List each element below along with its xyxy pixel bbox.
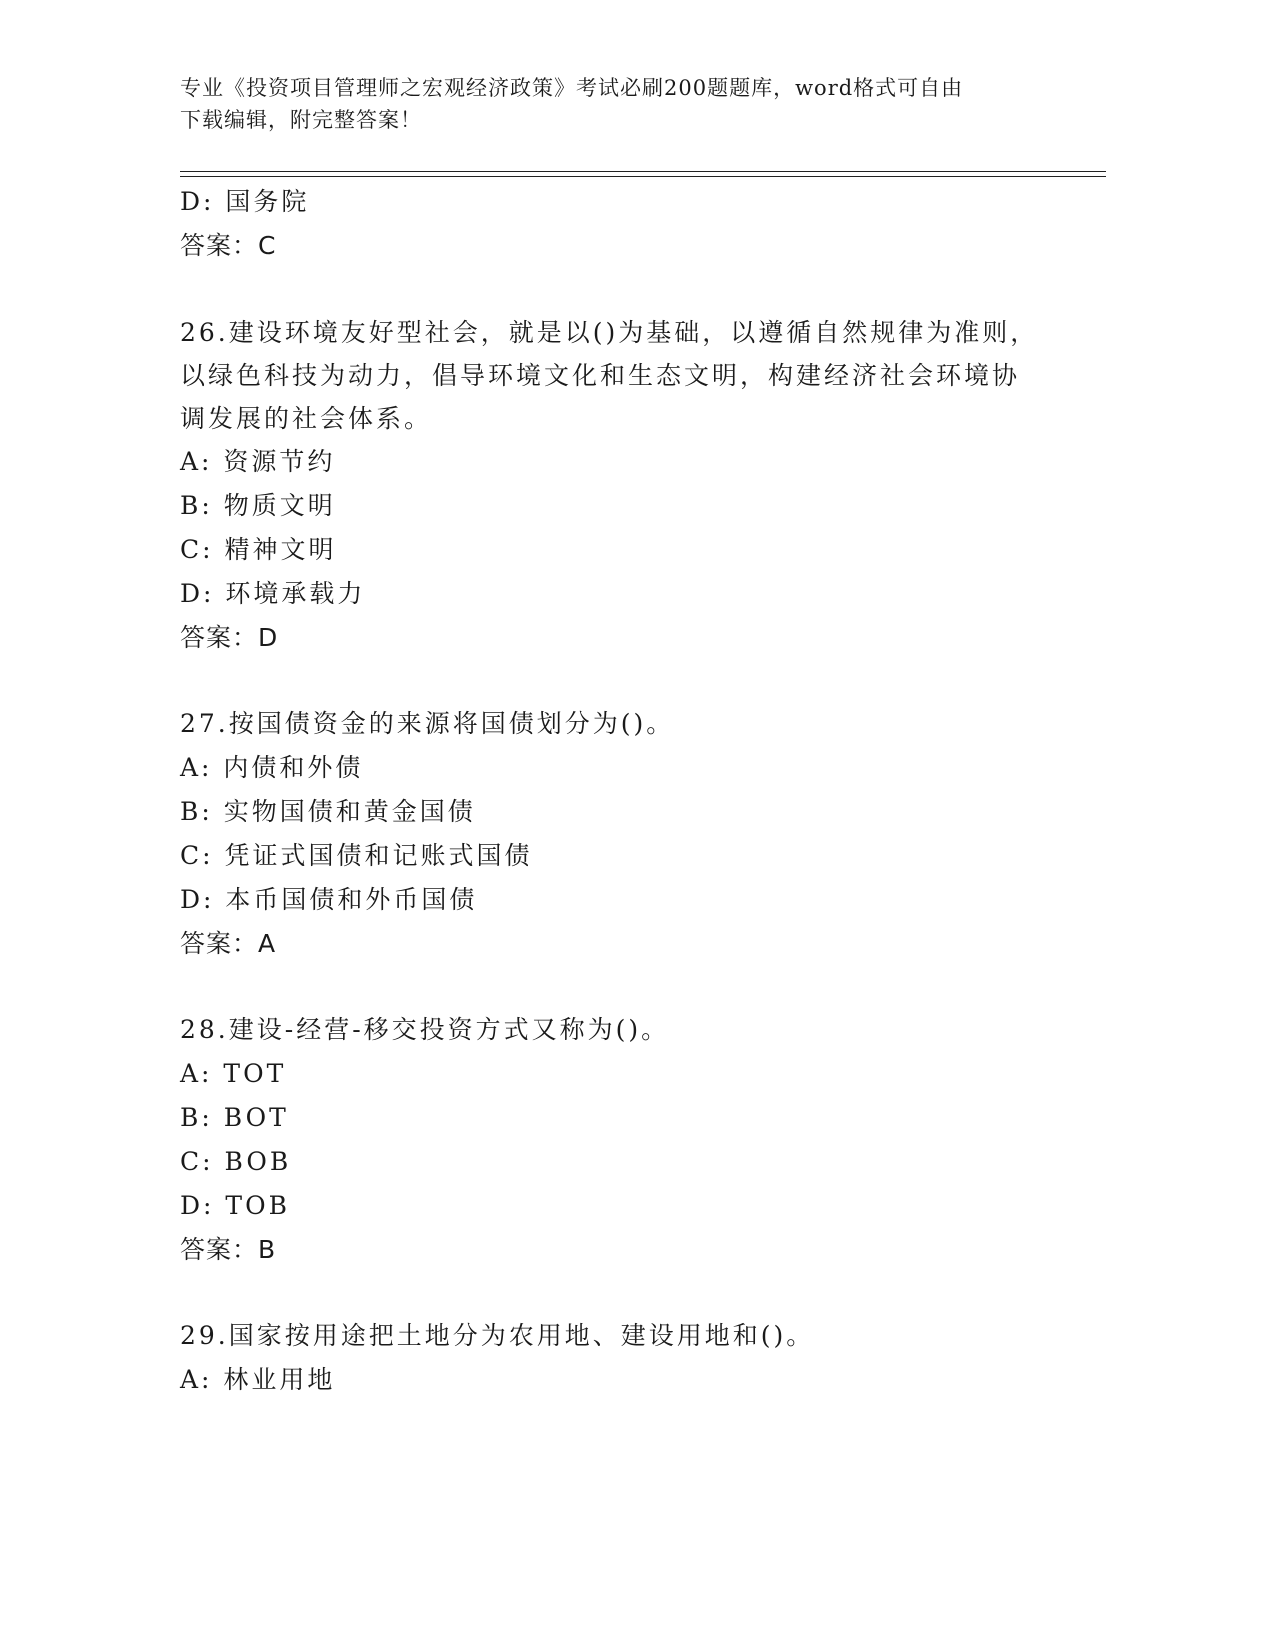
question-stem: 29.国家按用途把土地分为农用地、建设用地和()。 xyxy=(180,1321,815,1350)
option-d: D: 本币国债和外币国债 xyxy=(180,885,478,914)
header-rule-top xyxy=(180,171,1106,172)
option-a: A: 林业用地 xyxy=(180,1365,336,1394)
question-stem: 27.按国债资金的来源将国债划分为()。 xyxy=(180,709,675,738)
option-a: A: 内债和外债 xyxy=(180,753,364,782)
document-header xyxy=(180,72,1060,136)
answer-line: 答案：D xyxy=(180,623,279,652)
option-d: D: 国务院 xyxy=(180,187,310,216)
question-stem xyxy=(180,311,1060,440)
question-stem: 28.建设-经营-移交投资方式又称为()。 xyxy=(180,1015,670,1044)
answer-line: 答案：A xyxy=(180,929,277,958)
question-stem-line: 调发展的社会体系。 xyxy=(180,404,433,433)
option-b: B: 物质文明 xyxy=(180,491,336,520)
header-line-1: 专业《投资项目管理师之宏观经济政策》考试必刷200题题库，word格式可自由 xyxy=(180,76,964,100)
option-a: A: 资源节约 xyxy=(180,447,336,476)
question-27 xyxy=(180,702,1060,966)
option-c: C: 凭证式国债和记账式国债 xyxy=(180,841,533,870)
option-a: A: TOT xyxy=(180,1059,287,1088)
question-stem-line: 26.建设环境友好型社会，就是以()为基础，以遵循自然规律为准则， xyxy=(180,318,1039,347)
option-d: D: 环境承载力 xyxy=(180,579,366,608)
option-b: B: BOT xyxy=(180,1103,289,1132)
option-c: C: BOB xyxy=(180,1147,292,1176)
answer-line: 答案：C xyxy=(180,231,277,260)
answer-line: 答案：B xyxy=(180,1235,277,1264)
option-c: C: 精神文明 xyxy=(180,535,337,564)
header-rule-bottom xyxy=(180,176,1106,177)
question-stem-line: 以绿色科技为动力，倡导环境文化和生态文明，构建经济社会环境协 xyxy=(180,361,1021,390)
question-list xyxy=(180,180,1060,1402)
header-line-2: 下载编辑，附完整答案！ xyxy=(180,108,422,132)
question-28 xyxy=(180,1008,1060,1272)
option-b: B: 实物国债和黄金国债 xyxy=(180,797,476,826)
question-29 xyxy=(180,1314,1060,1402)
option-d: D: TOB xyxy=(180,1191,290,1220)
question-26 xyxy=(180,311,1060,660)
